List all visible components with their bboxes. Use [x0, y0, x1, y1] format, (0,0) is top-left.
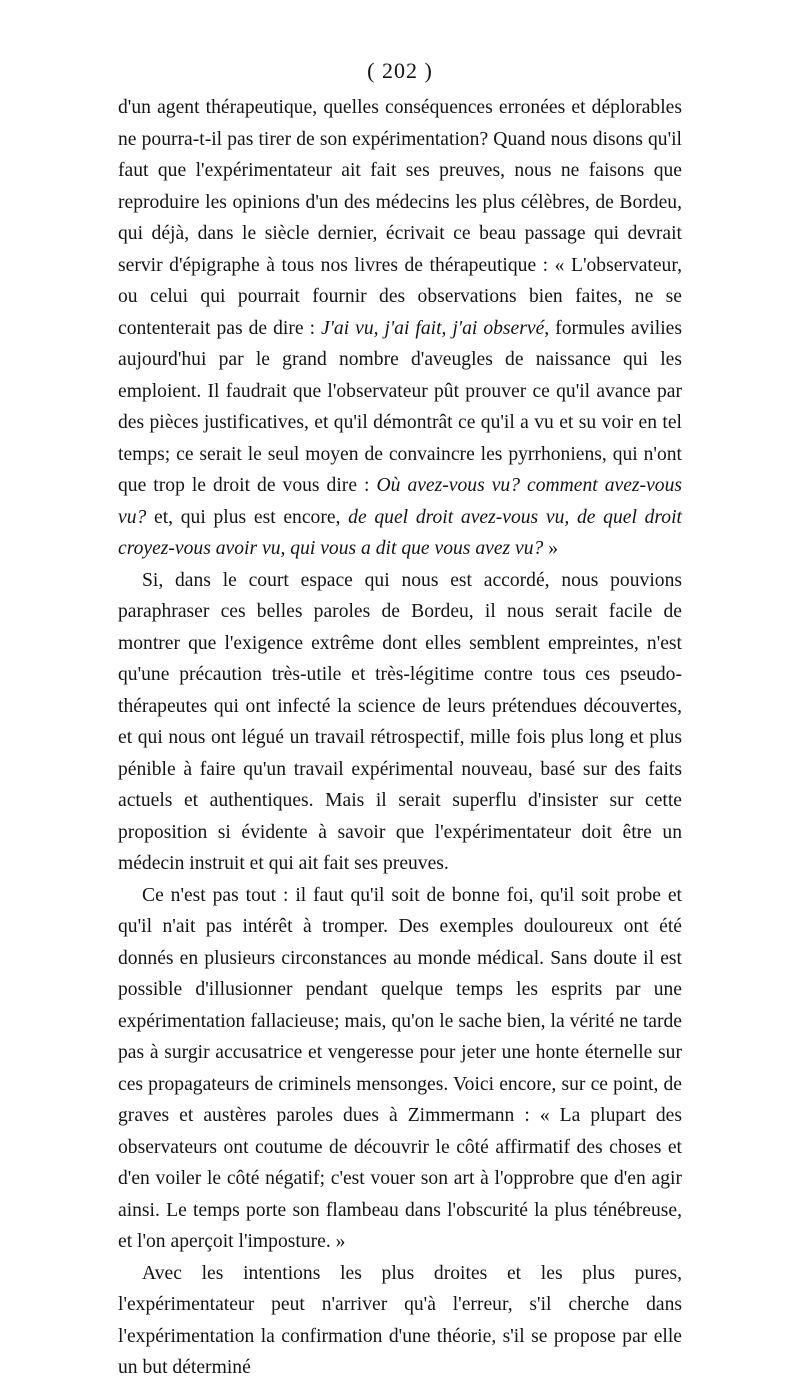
paragraph — [118, 880, 682, 1258]
text-segment: Avec les intentions les plus droites et les plus pures, l'expérimentateur peut n'arriver qu'à l'erreur, s'il cherche dans l'expérimentation la confirmation d'une théorie, s'il se propose par elle un but déterminé — [118, 1262, 682, 1378]
italic-text-segment: J'ai vu, j'ai fait, j'ai observé — [321, 317, 545, 339]
text-segment: , formules avilies aujourd'hui par le grand nombre d'aveugles de naissance qui les emploient. Il faudrait que l'observateur pût prouver ce qu'il avance par des pièces justificatives, et qu'il démontrât ce qu'il a vu et su voir en tel temps; ce serait le seul moyen de convaincre les pyrrhoniens, qui n'ont que trop le droit de vous dire : — [118, 317, 682, 496]
paragraph — [118, 1258, 682, 1384]
text-segment: d'un agent thérapeutique, quelles conséquences erronées et déplorables ne pourra-t-il pas tirer de son expérimentation? Quand nous disons qu'il faut que l'expérimentateur ait fait ses preuves, nous ne faisons que reproduire les opinions d'un des médecins les plus célèbres, de Bordeu, qui déjà, dans le siècle dernier, écrivait ce beau passage qui devrait servir d'épigraphe à tous nos livres de thérapeutique : « L'observateur, ou celui qui pourrait fournir des observations bien faites, ne se contenterait pas de dire : — [118, 97, 682, 339]
paragraph — [118, 565, 682, 880]
paragraph — [118, 92, 682, 565]
text-body — [118, 92, 682, 1384]
italic-text-segment: Où avez-vous vu? comment avez-vous vu? — [118, 475, 682, 528]
text-segment: Si, dans le court espace qui nous est accordé, nous pouvions paraphraser ces belles paroles de Bordeu, il nous serait facile de montrer que l'exigence extrême dont elles semblent empreintes, n'est qu'une précaution très-utile et très-légitime contre tous ces pseudo-thérapeutes qui ont infecté la science de leurs prétendues découvertes, et qui nous ont légué un travail rétrospectif, mille fois plus long et plus pénible à faire qu'un travail expérimental nouveau, basé sur des faits actuels et authentiques. Mais il serait superflu d'insister sur cette proposition si évidente à savoir que l'expérimentateur doit être un médecin instruit et qui ait fait ses preuves. — [118, 569, 682, 874]
text-segment: et, qui plus est encore, — [146, 506, 349, 528]
text-segment: » — [543, 538, 559, 559]
page-number: ( 202 ) — [367, 58, 433, 83]
italic-text-segment: de quel droit avez-vous vu, de quel droit croyez-vous avoir vu, qui vous a dit que vous avez vu? — [118, 506, 682, 559]
text-segment: Ce n'est pas tout : il faut qu'il soit de bonne foi, qu'il soit probe et qu'il n'ait pas intérêt à tromper. Des exemples douloureux ont été donnés en plusieurs circonstances au monde médical. Sans doute il est possible d'illusionner pendant quelque temps les esprits par une expérimentation fallacieuse; mais, qu'on le sache bien, la vérité ne tarde pas à surgir accusatrice et vengeresse pour jeter une honte éternelle sur ces propagateurs de criminels mensonges. Voici encore, sur ce point, de graves et austères paroles dues à Zimmermann : « La plupart des observateurs ont coutume de découvrir le côté affirmatif des choses et d'en voiler le côté négatif; c'est vouer son art à l'opprobre que d'en agir ainsi. Le temps porte son flambeau dans l'obscurité la plus ténébreuse, et l'on aperçoit l'imposture. » — [118, 884, 682, 1252]
